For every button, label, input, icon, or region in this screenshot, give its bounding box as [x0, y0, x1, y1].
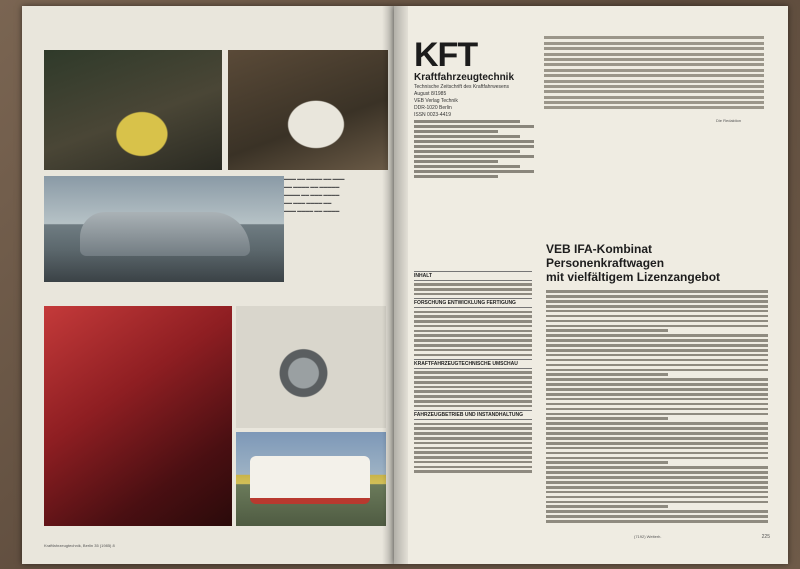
toc-section-heading: FORSCHUNG ENTWICKLUNG FERTIGUNG: [414, 298, 532, 308]
text-line: [546, 320, 768, 323]
toc-line: [414, 344, 532, 347]
text-line: [546, 486, 768, 489]
text-line: [546, 295, 768, 298]
table-of-contents: [414, 268, 532, 475]
toc-line: [414, 405, 532, 408]
text-line: [544, 74, 764, 77]
text-line: [546, 427, 768, 430]
text-line: [546, 383, 768, 386]
toc-line: [414, 283, 532, 286]
text-line: [546, 457, 768, 460]
toc-line: [414, 293, 532, 296]
page-number: 225: [761, 534, 770, 540]
text-line: [546, 432, 768, 435]
issue-date: August 8/1985: [414, 91, 447, 97]
text-line: [546, 325, 768, 328]
text-line: [414, 130, 498, 133]
toc-line: [414, 432, 532, 435]
caption-block: ▬▬ ▬▬▬ ▬▬▬▬ ▬▬: [284, 200, 332, 205]
right-page-footer: [414, 534, 770, 542]
toc-line: [414, 437, 532, 440]
toc-line: [414, 395, 532, 398]
footer-citation: Kraftfahrzeugtechnik, Berlin 35 (1985) 8: [44, 543, 115, 548]
text-line: [414, 145, 534, 148]
text-line: [544, 101, 764, 104]
toc-line: [414, 470, 532, 473]
text-line: [414, 170, 534, 173]
text-line: [544, 90, 764, 93]
text-line: [414, 120, 520, 123]
text-line: [546, 388, 768, 391]
text-line: [546, 344, 768, 347]
toc-line: [414, 456, 532, 459]
article-title-line: VEB IFA-Kombinat: [546, 242, 653, 256]
text-line: [414, 175, 498, 178]
text-line: [414, 150, 520, 153]
text-line: [546, 364, 768, 367]
text-line: [546, 501, 768, 504]
text-line: [546, 496, 768, 499]
toc-section-heading: FAHRZEUGBETRIEB UND INSTANDHALTUNG: [414, 410, 532, 420]
text-line: [546, 442, 768, 445]
text-line: [546, 378, 768, 381]
text-line: [546, 452, 768, 455]
text-line: [546, 403, 768, 406]
right-page: [394, 6, 788, 564]
text-line: [544, 106, 764, 109]
toc-line: [414, 400, 532, 403]
toc-line: [414, 330, 532, 333]
toc-line: [414, 311, 532, 314]
text-line: [546, 413, 768, 416]
toc-line: [414, 320, 532, 323]
publisher-line: VEB Verlag Technik: [414, 98, 458, 104]
text-line: [546, 510, 768, 513]
text-line: [414, 155, 534, 158]
toc-line: [414, 390, 532, 393]
intro-signature: Die Redaktion: [716, 118, 742, 123]
text-line: [544, 80, 764, 83]
text-line: [546, 476, 768, 479]
toc-line: [414, 371, 532, 374]
article-title-line: Personenkraftwagen: [546, 256, 665, 270]
text-line: [546, 354, 768, 357]
text-line: [546, 515, 768, 518]
text-line: [544, 36, 764, 39]
text-line: [414, 165, 520, 168]
caption-block: ▬▬▬ ▬▬ ▬▬▬▬ ▬▬ ▬▬▬: [284, 176, 345, 181]
toc-line: [414, 447, 532, 450]
publisher-line: ISSN 0023-4419: [414, 112, 451, 118]
caravan-photo: [236, 432, 386, 526]
rally-car-photo-2: [228, 50, 388, 170]
text-line: [546, 505, 668, 508]
text-line: [544, 85, 764, 88]
text-line: [546, 481, 768, 484]
toc-line: [414, 466, 532, 469]
toc-line: [414, 461, 532, 464]
text-line: [546, 461, 668, 464]
toc-line: [414, 386, 532, 389]
toc-line: [414, 442, 532, 445]
intro-text: [544, 34, 764, 112]
photo-captions: [284, 176, 384, 302]
caravan-body: [250, 456, 370, 504]
toc-line: [414, 423, 532, 426]
text-line: [544, 96, 764, 99]
masthead: [414, 36, 532, 90]
text-line: [546, 398, 768, 401]
text-line: [546, 315, 768, 318]
text-line: [546, 393, 768, 396]
text-line: [414, 160, 498, 163]
text-line: [546, 417, 668, 420]
caption-block: ▬▬ ▬▬▬▬ ▬▬ ▬▬▬▬▬: [284, 184, 340, 189]
masthead-title: Kraftfahrzeugtechnik: [414, 72, 515, 83]
text-line: [546, 466, 768, 469]
text-line: [414, 140, 534, 143]
text-line: [546, 349, 768, 352]
toc-line: [414, 315, 532, 318]
article-title: [546, 242, 766, 284]
text-line: [546, 339, 768, 342]
text-line: [546, 520, 768, 523]
rally-car-photo-1: [44, 50, 222, 170]
sedan-body: [80, 212, 250, 256]
toc-line: [414, 288, 532, 291]
spine-gutter: [382, 6, 408, 564]
text-line: [544, 69, 764, 72]
toc-line: [414, 349, 532, 352]
toc-heading: INHALT: [414, 271, 532, 281]
left-page: [22, 6, 394, 564]
sedan-photo: [44, 176, 284, 282]
text-line: [546, 300, 768, 303]
article-body: [546, 288, 768, 525]
toc-line: [414, 451, 532, 454]
red-car-front-photo: [44, 306, 232, 526]
text-line: [546, 408, 768, 411]
masthead-subtitle: Technische Zeitschrift des Kraftfahrwesens: [414, 84, 510, 90]
text-line: [546, 310, 768, 313]
kft-logo: KFT: [414, 36, 478, 74]
toc-line: [414, 354, 532, 357]
text-line: [546, 422, 768, 425]
toc-line: [414, 325, 532, 328]
text-line: [544, 63, 764, 66]
toc-line: [414, 381, 532, 384]
text-line: [544, 42, 764, 45]
text-line: [546, 447, 768, 450]
text-line: [546, 359, 768, 362]
text-line: [546, 369, 768, 372]
text-line: [546, 471, 768, 474]
text-line: [546, 329, 668, 332]
publisher-line: DDR-1020 Berlin: [414, 105, 452, 111]
left-page-footer: [44, 534, 384, 548]
text-line: [544, 47, 764, 50]
article-code: (7192) Weiterh.: [634, 534, 662, 539]
caption-block: ▬▬▬▬ ▬▬ ▬▬▬ ▬▬▬▬: [284, 192, 340, 197]
toc-section-heading: KRAFTFAHRZEUGTECHNISCHE UMSCHAU: [414, 359, 532, 369]
text-line: [546, 437, 768, 440]
text-line: [546, 334, 768, 337]
suspension-assembly-photo: [236, 306, 386, 428]
text-line: [544, 58, 764, 61]
text-line: [546, 290, 768, 293]
imprint-block: [414, 90, 534, 180]
magazine-spread: [22, 6, 788, 564]
toc-line: [414, 376, 532, 379]
text-line: [546, 491, 768, 494]
caption-block: ▬▬▬ ▬▬▬▬ ▬▬ ▬▬▬▬: [284, 208, 340, 213]
toc-line: [414, 339, 532, 342]
toc-line: [414, 427, 532, 430]
text-line: [546, 373, 668, 376]
text-line: [546, 305, 768, 308]
toc-line: [414, 334, 532, 337]
text-line: [414, 125, 534, 128]
text-line: [544, 53, 764, 56]
article-title-line: mit vielfältigem Lizenzangebot: [546, 270, 721, 284]
text-line: [414, 135, 520, 138]
